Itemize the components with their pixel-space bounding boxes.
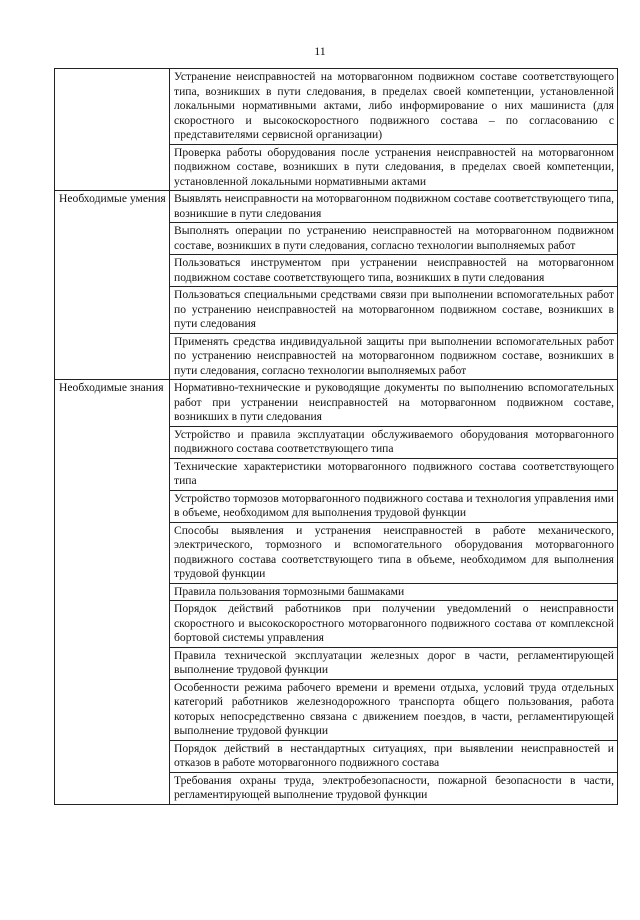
table-row [55, 380, 618, 427]
table-cell: Технические характеристики моторвагонного подвижного состава соответствующего типа [170, 458, 618, 490]
page-number: 11 [314, 44, 326, 58]
table-cell: Пользоваться инструментом при устранении неисправностей на моторвагонном подвижном составе соответствующего типа, возникших в пути следования [170, 255, 618, 287]
table-cell: Порядок действий работников при получении уведомлений о неисправности скоростного и высокоскоростного моторвагонного подвижного состава от комплексной бортовой системы управления [170, 601, 618, 648]
table-cell: Выявлять неисправности на моторвагонном подвижном составе соответствующего типа, возникшие в пути следования [170, 191, 618, 223]
table-cell: Пользоваться специальными средствами связи при выполнении вспомогательных работ по устранению неисправностей на моторвагонном подвижном составе, возникших в пути следования [170, 287, 618, 334]
section-label [55, 69, 170, 191]
table-cell: Особенности режима рабочего времени и времени отдыха, условий труда отдельных категорий работников железнодорожного транспорта общего пользования, работа которых непосредственно связана с движением поездов, в части, регламентирующей выполнение трудовой функции [170, 679, 618, 740]
requirements-table [54, 68, 618, 805]
table-cell: Выполнять операции по устранению неисправностей на моторвагонном подвижном составе, возникших в пути следования, согласно технологии выполняемых работ [170, 223, 618, 255]
section-label-skills: Необходимые умения [55, 191, 170, 380]
table-cell: Порядок действий в нестандартных ситуациях, при выявлении неисправностей и отказов в работе моторвагонного подвижного состава [170, 740, 618, 772]
table-cell: Устройство тормозов моторвагонного подвижного состава и технология управления ими в объеме, необходимом для выполнения трудовой функции [170, 490, 618, 522]
table-cell: Устранение неисправностей на моторвагонном подвижном составе соответствующего типа, возникших в пути следования, в пределах своей компетенции, установленной локальными нормативными актами, либо информирование о них машиниста (для скоростного и высокоскоростного подвижного состава – по согласованию с представителями сервисной организации) [170, 69, 618, 145]
table-cell: Правила пользования тормозными башмаками [170, 583, 618, 601]
table-cell: Применять средства индивидуальной защиты при выполнении вспомогательных работ по устранению неисправностей на моторвагонном подвижном составе, возникших в пути следования, согласно технологии выполняемых работ [170, 333, 618, 380]
table-cell: Проверка работы оборудования после устранения неисправностей на моторвагонном подвижном составе, возникших в пути следования, в пределах своей компетенции, установленной локальными нормативными актами [170, 144, 618, 191]
table-cell: Правила технической эксплуатации железных дорог в части, регламентирующей выполнение трудовой функции [170, 647, 618, 679]
table-cell: Устройство и правила эксплуатации обслуживаемого оборудования моторвагонного подвижного состава соответствующего типа [170, 426, 618, 458]
table-cell: Требования охраны труда, электробезопасности, пожарной безопасности в части, регламентирующей выполнение трудовой функции [170, 772, 618, 804]
table-cell: Способы выявления и устранения неисправностей в работе механического, электрического, тормозного и вспомогательного оборудования моторвагонного подвижного состава соответствующего типа в объеме, необходимом для выполнения трудовой функции [170, 522, 618, 583]
table-cell: Нормативно-технические и руководящие документы по выполнению вспомогательных работ при устранении неисправностей на моторвагонном подвижном составе, возникших в пути следования [170, 380, 618, 427]
table-row [55, 191, 618, 223]
table-row [55, 69, 618, 145]
section-label-knowledge: Необходимые знания [55, 380, 170, 805]
